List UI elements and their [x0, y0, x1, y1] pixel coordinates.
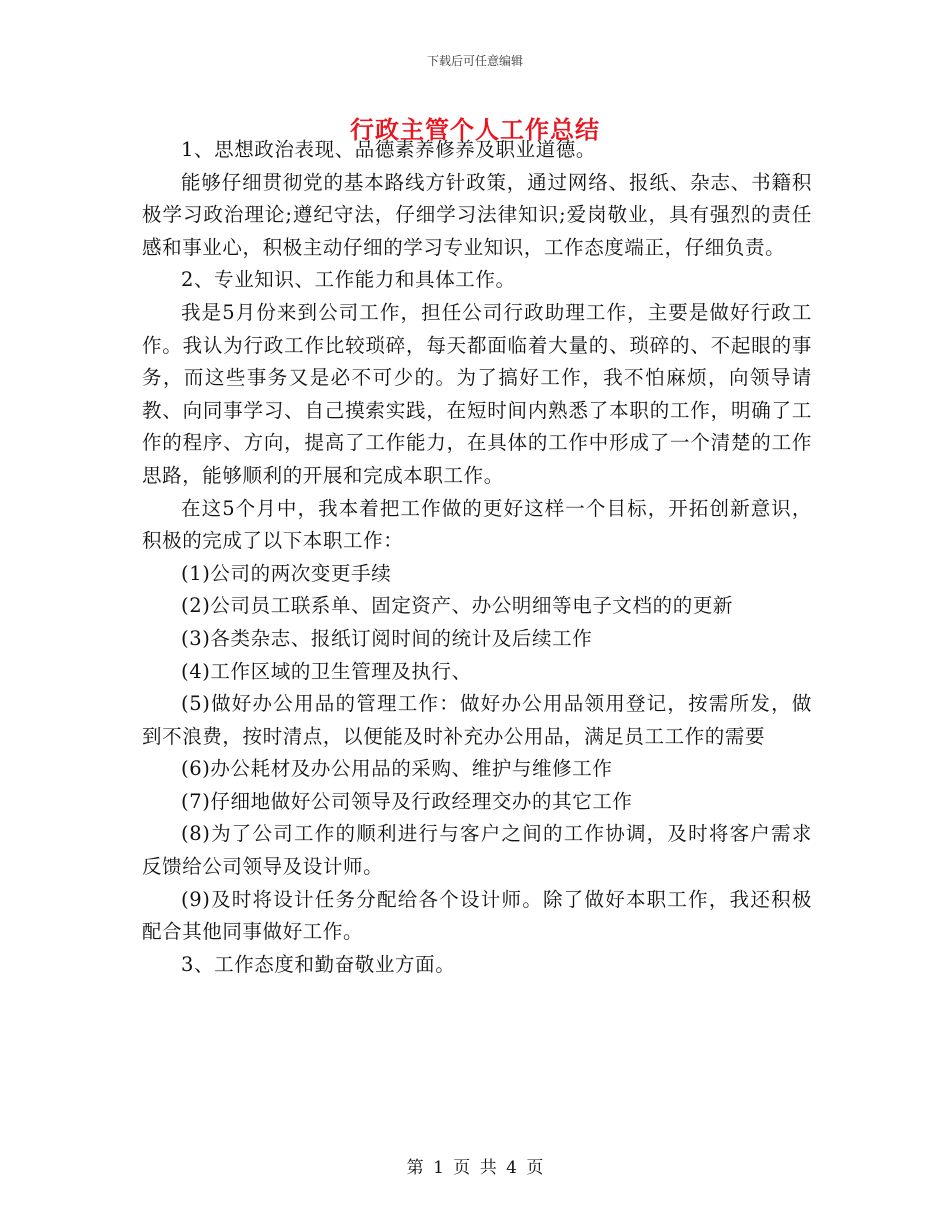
section-heading-2: 2、专业知识、工作能力和具体工作。: [181, 268, 516, 292]
document-body: [142, 134, 812, 981]
page-number: 第 1 页 共 4 页: [406, 1158, 544, 1178]
list-item: (2)公司员工联系单、固定资产、办公明细等电子文档的的更新: [181, 594, 734, 618]
section-heading-3: 3、工作态度和勤奋敬业方面。: [181, 952, 456, 976]
paragraph: 我是5月份来到公司工作，担任公司行政助理工作，主要是做好行政工作。我认为行政工作比较琐碎，每天都面临着大量的、琐碎的、不起眼的事务，而这些事务又是必不可少的。为了搞好工作，我不怕麻烦，向领导请教、向同事学习、自己摸索实践，在短时间内熟悉了本职的工作，明确了工作的程序、方向，提高了工作能力，在具体的工作中形成了一个清楚的工作思路，能够顺利的开展和完成本职工作。: [142, 300, 812, 487]
paragraph: 能够仔细贯彻党的基本路线方针政策，通过网络、报纸、杂志、书籍积极学习政治理论;遵纪守法，仔细学习法律知识;爱岗敬业，具有强烈的责任感和事业心，积极主动仔细的学习专业知识，工作态度端正，仔细负责。: [142, 170, 812, 259]
list-item: (4)工作区域的卫生管理及执行、: [181, 659, 472, 683]
paragraph: 在这5个月中，我本着把工作做的更好这样一个目标，开拓创新意识，积极的完成了以下本职工作：: [142, 496, 812, 553]
list-item: (3)各类杂志、报纸订阅时间的统计及后续工作: [181, 626, 593, 650]
list-item: (7)仔细地做好公司领导及行政经理交办的其它工作: [181, 789, 633, 813]
section-heading-1: 1、思想政治表现、品德素养修养及职业道德。: [181, 138, 597, 161]
list-item: (6)办公耗材及办公用品的采购、维护与维修工作: [181, 757, 613, 781]
document-title: 行政主管个人工作总结: [350, 116, 600, 144]
list-item: (9)及时将设计任务分配给各个设计师。除了做好本职工作，我还积极配合其他同事做好工作。: [142, 887, 812, 944]
list-item: (1)公司的两次变更手续: [181, 561, 392, 585]
list-item: (8)为了公司工作的顺利进行与客户之间的工作协调，及时将客户需求反馈给公司领导及设计师。: [142, 822, 812, 879]
list-item: (5)做好办公用品的管理工作：做好办公用品领用登记，按需所发，做到不浪费，按时清点，以便能及时补充办公用品，满足员工工作的需要: [142, 692, 812, 748]
header-note: 下载后可任意编辑: [426, 54, 523, 68]
